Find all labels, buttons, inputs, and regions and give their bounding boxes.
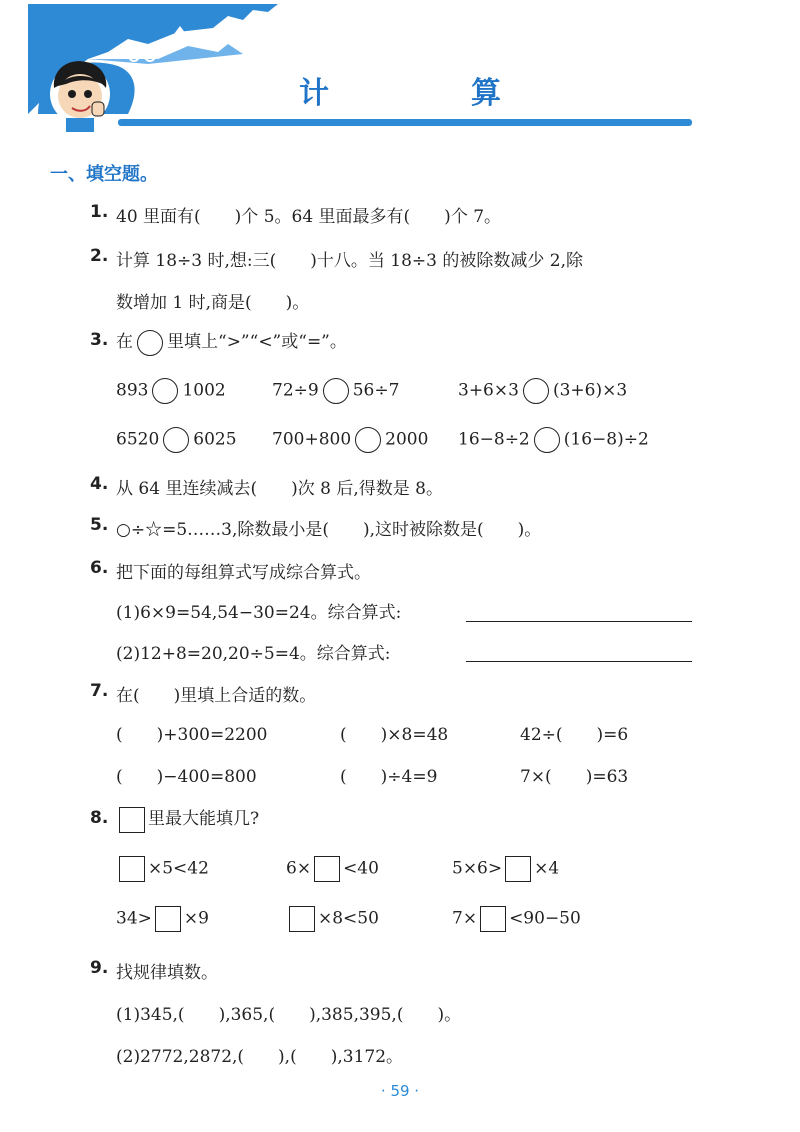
q8-expr: <40 xyxy=(343,858,379,879)
q7-item: ( )×8=48 xyxy=(340,725,449,745)
q4-text: 从 64 里连续减去( )次 8 后,得数是 8。 xyxy=(116,479,443,499)
q3-item-right: (3+6)×3 xyxy=(552,380,628,401)
q8-instruction xyxy=(116,804,259,833)
q8-item-b xyxy=(286,856,379,882)
q8-expr: 7× xyxy=(452,908,478,929)
q3-item-right: 6025 xyxy=(193,429,237,450)
q9-line2: (2)2772,2872,( ),( ),3172。 xyxy=(116,1047,404,1067)
section-title: 一、填空题。 xyxy=(50,164,158,185)
answer-circle[interactable] xyxy=(523,378,549,404)
q8-expr: 34> xyxy=(116,908,152,929)
q3-pre: 在 xyxy=(116,332,133,352)
q3-item-left: 893 xyxy=(116,380,149,401)
answer-line-2[interactable] xyxy=(466,661,692,662)
q6-number: 6. xyxy=(90,558,109,578)
q1-number: 1. xyxy=(90,202,109,222)
q8-expr: ×5<42 xyxy=(148,858,209,879)
q6-line2: (2)12+8=20,20÷5=4。综合算式: xyxy=(116,644,391,664)
q8-expr: <90−50 xyxy=(509,908,581,929)
q7-item: ( )+300=2200 xyxy=(116,725,268,745)
q3-item-left: 3+6×3 xyxy=(458,380,519,401)
q5-text: ○÷☆=5……3,除数最小是( ),这时被除数是( )。 xyxy=(116,520,542,540)
q6-text: 把下面的每组算式写成综合算式。 xyxy=(116,563,371,583)
q3-item-3 xyxy=(458,378,627,404)
answer-circle[interactable] xyxy=(163,427,189,453)
q3-item-5 xyxy=(272,427,428,453)
page-number: · 59 · xyxy=(380,1082,420,1100)
q3-instruction xyxy=(116,327,347,356)
answer-circle[interactable] xyxy=(137,330,163,356)
answer-box[interactable] xyxy=(155,906,181,932)
q3-item-left: 72÷9 xyxy=(272,380,319,401)
q3-number: 3. xyxy=(90,330,109,350)
answer-circle[interactable] xyxy=(323,378,349,404)
answer-box[interactable] xyxy=(119,856,145,882)
answer-box[interactable] xyxy=(119,807,145,833)
answer-box[interactable] xyxy=(505,856,531,882)
q1-text: 40 里面有( )个 5。64 里面最多有( )个 7。 xyxy=(116,207,502,227)
answer-box[interactable] xyxy=(480,906,506,932)
q8-expr: 5×6> xyxy=(452,858,503,879)
q3-item-left: 700+800 xyxy=(272,429,352,450)
answer-box[interactable] xyxy=(289,906,315,932)
q8-expr: 6× xyxy=(286,858,312,879)
q8-item-d xyxy=(116,906,209,932)
q9-text: 找规律填数。 xyxy=(116,963,218,983)
answer-line-1[interactable] xyxy=(466,621,692,622)
q7-text: 在( )里填上合适的数。 xyxy=(116,686,317,706)
q7-item: 7×( )=63 xyxy=(520,767,629,787)
q3-item-right: 2000 xyxy=(385,429,429,450)
q2-number: 2. xyxy=(90,246,109,266)
q8-expr: ×8<50 xyxy=(318,908,379,929)
q3-item-2 xyxy=(272,378,399,404)
q8-item-e xyxy=(286,906,379,932)
answer-circle[interactable] xyxy=(534,427,560,453)
q8-item-a xyxy=(116,856,209,882)
q7-item: 42÷( )=6 xyxy=(520,725,629,745)
q9-number: 9. xyxy=(90,958,109,978)
q3-item-right: 1002 xyxy=(182,380,226,401)
q8-number: 8. xyxy=(90,808,109,828)
q2-line2: 数增加 1 时,商是( )。 xyxy=(116,293,310,313)
q5-number: 5. xyxy=(90,515,109,535)
answer-circle[interactable] xyxy=(152,378,178,404)
answer-box[interactable] xyxy=(314,856,340,882)
q3-item-left: 6520 xyxy=(116,429,160,450)
q3-item-left: 16−8÷2 xyxy=(458,429,530,450)
q9-line1: (1)345,( ),365,( ),385,395,( )。 xyxy=(116,1005,462,1025)
q3-post: 里填上“>”“<”或“=”。 xyxy=(167,332,347,352)
q7-number: 7. xyxy=(90,681,109,701)
q8-item-f xyxy=(452,906,581,932)
answer-circle[interactable] xyxy=(355,427,381,453)
q2-line1: 计算 18÷3 时,想:三( )十八。当 18÷3 的被除数减少 2,除 xyxy=(116,251,584,271)
q6-line1: (1)6×9=54,54−30=24。综合算式: xyxy=(116,603,402,623)
q3-item-6 xyxy=(458,427,649,453)
page-title: 计 算 xyxy=(299,76,557,111)
q3-item-1 xyxy=(116,378,226,404)
q8-text: 里最大能填几? xyxy=(148,809,260,829)
q7-item: ( )−400=800 xyxy=(116,767,257,787)
q7-item: ( )÷4=9 xyxy=(340,767,438,787)
q3-item-4 xyxy=(116,427,237,453)
q8-item-c xyxy=(452,856,559,882)
q3-item-right: 56÷7 xyxy=(352,380,400,401)
q3-item-right: (16−8)÷2 xyxy=(563,429,649,450)
q4-number: 4. xyxy=(90,474,109,494)
q8-expr: ×4 xyxy=(534,858,560,879)
q8-expr: ×9 xyxy=(183,908,209,929)
title-underline-bar xyxy=(118,119,692,126)
